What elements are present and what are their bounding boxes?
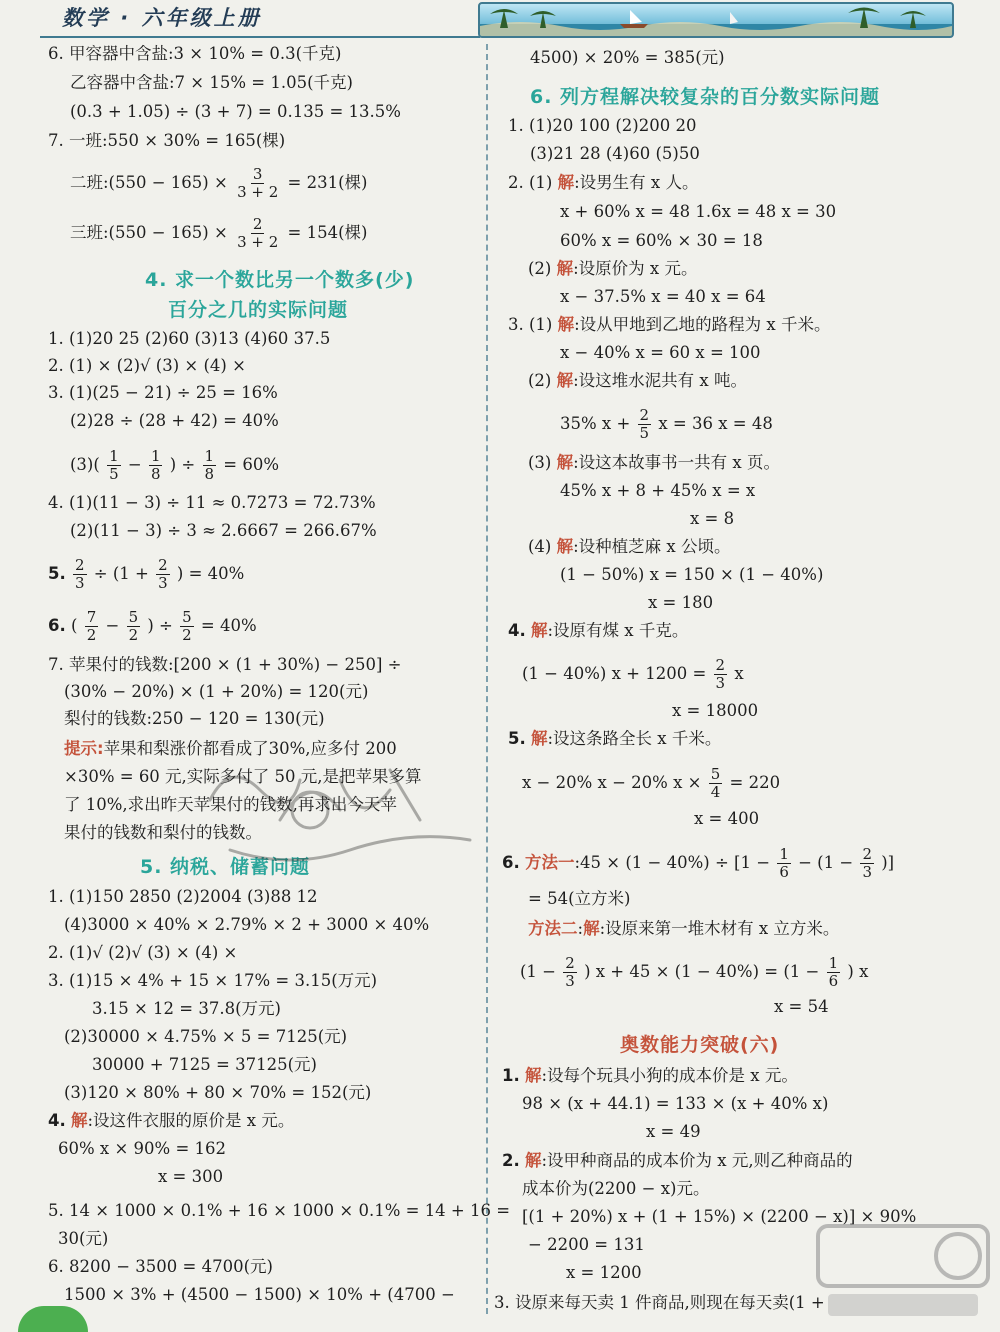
answer-line: x = 8: [690, 509, 735, 528]
section-title: 奥数能力突破(六): [620, 1034, 780, 1056]
fraction: $\frac{5}{2}$: [182, 608, 192, 644]
answer-line: 1. (1)20 100 (2)200 20: [508, 116, 697, 135]
fraction: $\frac{1}{6}$: [779, 845, 789, 881]
answer-line: 3. 设原来每天卖 1 件商品,则现在每天卖(1 +: [494, 1293, 825, 1312]
fraction: $\frac{2}{3}$: [715, 656, 726, 692]
answer-line: x = 300: [158, 1167, 224, 1186]
answer-line: [(1 + 20%) x + (1 + 15%) × (2200 − x)] × 90%: [522, 1207, 917, 1226]
fraction: $\frac{3}{3 + 2}$: [237, 165, 279, 201]
hint-line: 提示:苹果和梨涨价都看成了30%,应多付 200: [64, 739, 397, 758]
answer-line: x − 40% x = 60 x = 100: [560, 343, 761, 362]
fraction: $\frac{5}{4}$: [710, 765, 721, 801]
answer-line: 35% x + $\frac{2}{5}$ x = 36 x = 48: [560, 406, 773, 442]
answer-line: 1500 × 3% + (4500 − 1500) × 10% + (4700 −: [64, 1285, 455, 1304]
answer-line: (2)28 ÷ (28 + 42) = 40%: [70, 411, 279, 430]
answer-line: 60% x × 90% = 162: [58, 1139, 227, 1158]
hint-line: 了 10%,求出昨天苹果付的钱数,再求出今天苹: [64, 795, 397, 814]
answer-line: x = 49: [646, 1122, 701, 1141]
answer-line: = 54(立方米): [528, 889, 631, 908]
answer-line: 3.15 × 12 = 37.8(万元): [92, 999, 281, 1018]
fraction: $\frac{2}{5}$: [639, 406, 650, 442]
answer-line: 梨付的钱数:250 − 120 = 130(元): [64, 709, 325, 728]
answer-line: 6. 方法一:45 × (1 − 40%) ÷ [1 − $\frac{1}{6}$ − (1 − $\frac{2}{3}$ )]: [502, 845, 895, 881]
answer-line: x − 20% x − 20% x × $\frac{5}{4}$ = 220: [522, 765, 781, 801]
answer-line: (30% − 20%) × (1 + 20%) = 120(元): [64, 682, 369, 701]
answer-line: 3. (1)15 × 4% + 15 × 17% = 3.15(万元): [48, 971, 378, 990]
answer-line: 7. 苹果付的钱数:[200 × (1 + 30%) − 250] ÷: [48, 655, 402, 674]
section-title: 4. 求一个数比另一个数多(少): [145, 269, 415, 291]
answer-line: 乙容器中含盐:7 × 15% = 1.05(千克): [70, 73, 353, 92]
answer-line: (2) 解:设原价为 x 元。: [528, 259, 698, 278]
answer-line: 60% x = 60% × 30 = 18: [560, 231, 763, 250]
answer-line: 三班:(550 − 165) × $\frac{2}{3 + 2}$ = 154(棵): [70, 215, 368, 251]
answer-line: 1. (1)150 2850 (2)2004 (3)88 12: [48, 887, 318, 906]
hint-line: 果付的钱数和梨付的钱数。: [64, 823, 262, 842]
answer-line: (3)120 × 80% + 80 × 70% = 152(元): [64, 1083, 372, 1102]
fraction: $\frac{2}{3}$: [862, 845, 872, 881]
answer-line: 98 × (x + 44.1) = 133 × (x + 40% x): [522, 1094, 829, 1113]
answer-line: 30000 + 7125 = 37125(元): [92, 1055, 317, 1074]
answer-line: 3. (1)(25 − 21) ÷ 25 = 16%: [48, 383, 278, 402]
answer-line: x = 400: [694, 809, 760, 828]
book-title: 数学 · 六年级上册: [62, 6, 262, 30]
answer-line: x = 18000: [672, 701, 759, 720]
solution-label: 解: [71, 1111, 88, 1130]
answer-line: (0.3 + 1.05) ÷ (3 + 7) = 0.135 = 13.5%: [70, 102, 401, 121]
answer-line: 2. (1)√ (2)√ (3) × (4) ×: [48, 943, 238, 962]
answer-line: 5. $\frac{2}{3}$ ÷ (1 + $\frac{2}{3}$ ) = 40%: [48, 556, 245, 592]
fraction: $\frac{2}{3}$: [75, 556, 85, 592]
fraction: $\frac{2}{3}$: [565, 954, 575, 990]
answer-line: (2)(11 − 3) ÷ 3 ≈ 2.6667 = 266.67%: [70, 521, 377, 540]
page-number-badge: [18, 1306, 88, 1332]
fraction: $\frac{2}{3}$: [158, 556, 168, 592]
answer-line: x + 60% x = 48 1.6x = 48 x = 30: [560, 202, 837, 221]
fraction: $\frac{1}{6}$: [828, 954, 839, 990]
solution-label: 解: [557, 173, 575, 192]
section-title: 5. 纳税、储蓄问题: [140, 856, 311, 878]
answer-line: x − 37.5% x = 40 x = 64: [560, 287, 766, 306]
answer-line: 6. 甲容器中含盐:3 × 10% = 0.3(千克): [48, 44, 342, 63]
answer-line: (4) 解:设种植芝麻 x 公顷。: [528, 537, 731, 556]
answer-line: (1 − 40%) x + 1200 = $\frac{2}{3}$ x: [522, 656, 744, 692]
answer-line: 二班:(550 − 165) × $\frac{3}{3 + 2}$ = 231(棵): [70, 165, 368, 201]
answer-line: (4)3000 × 40% × 2.79% × 2 + 3000 × 40%: [64, 915, 430, 934]
answer-line: 4. 解:设这件衣服的原价是 x 元。: [48, 1111, 295, 1130]
answer-line: 4. 解:设原有煤 x 千克。: [508, 621, 689, 640]
answer-line: (1 − $\frac{2}{3}$ ) x + 45 × (1 − 40%) = (1 − $\frac{1}{6}$ ) x: [520, 954, 869, 990]
answer-line: 7. 一班:550 × 30% = 165(棵): [48, 131, 286, 150]
answer-line: 2. (1) 解:设男生有 x 人。: [508, 173, 699, 192]
section-title: 百分之几的实际问题: [168, 299, 349, 321]
answer-line: x = 180: [648, 593, 714, 612]
hint-label: 提示:: [64, 739, 104, 758]
answer-line: 3. (1) 解:设从甲地到乙地的路程为 x 千米。: [508, 315, 831, 334]
header-banner-image: [478, 2, 954, 38]
method-label: 方法二: [528, 919, 578, 938]
method-label: 方法一: [525, 853, 575, 872]
answer-line: 6. ( $\frac{7}{2}$ − $\frac{5}{2}$ ) ÷ $\frac{5}{2}$ = 40%: [48, 608, 257, 644]
answer-line: (1 − 50%) x = 150 × (1 − 40%): [560, 565, 824, 584]
fraction: $\frac{1}{5}$: [109, 447, 119, 483]
fraction: $\frac{1}{8}$: [204, 447, 215, 483]
answer-line: 4. (1)(11 − 3) ÷ 11 ≈ 0.7273 = 72.73%: [48, 493, 376, 512]
answer-line: 30(元): [58, 1229, 109, 1248]
answer-line: 2. (1) × (2)√ (3) × (4) ×: [48, 356, 246, 375]
corner-logo: [808, 1216, 998, 1326]
hint-line: ×30% = 60 元,实际多付了 50 元,是把苹果多算: [64, 767, 422, 786]
answer-line: 1. 解:设每个玩具小狗的成本价是 x 元。: [502, 1066, 798, 1085]
answer-line: 1. (1)20 25 (2)60 (3)13 (4)60 37.5: [48, 329, 331, 348]
answer-line: 方法二:解:设原来第一堆木材有 x 立方米。: [528, 919, 840, 938]
answer-line: 5. 解:设这条路全长 x 千米。: [508, 729, 722, 748]
answer-line: 45% x + 8 + 45% x = x: [560, 481, 756, 500]
page-header: [0, 0, 1000, 40]
answer-line: − 2200 = 131: [528, 1235, 645, 1254]
column-divider: [486, 44, 488, 1314]
answer-line: 5. 14 × 1000 × 0.1% + 16 × 1000 × 0.1% = 14 + 16 =: [48, 1201, 511, 1220]
answer-line: (2)30000 × 4.75% × 5 = 7125(元): [64, 1027, 348, 1046]
answer-line: (2) 解:设这堆水泥共有 x 吨。: [528, 371, 747, 390]
answer-line: 6. 8200 − 3500 = 4700(元): [48, 1257, 273, 1276]
fraction: $\frac{7}{2}$: [86, 608, 97, 644]
answer-line: (3)21 28 (4)60 (5)50: [530, 144, 700, 163]
fraction: $\frac{5}{2}$: [128, 608, 139, 644]
header-rule: [40, 36, 480, 38]
answer-line: (3) 解:设这本故事书一共有 x 页。: [528, 453, 780, 472]
answer-line: 4500) × 20% = 385(元): [530, 48, 725, 67]
fraction: $\frac{1}{8}$: [150, 447, 161, 483]
answer-line: x = 54: [774, 997, 829, 1016]
section-title: 6. 列方程解决较复杂的百分数实际问题: [530, 86, 881, 108]
answer-line: 2. 解:设甲种商品的成本价为 x 元,则乙种商品的: [502, 1151, 853, 1170]
answer-line: 成本价为(2200 − x)元。: [522, 1179, 710, 1198]
fraction: $\frac{2}{3 + 2}$: [237, 215, 279, 251]
answer-line: x = 1200: [566, 1263, 642, 1282]
answer-line: (3)( $\frac{1}{5}$ − $\frac{1}{8}$ ) ÷ $\frac{1}{8}$ = 60%: [70, 447, 280, 483]
